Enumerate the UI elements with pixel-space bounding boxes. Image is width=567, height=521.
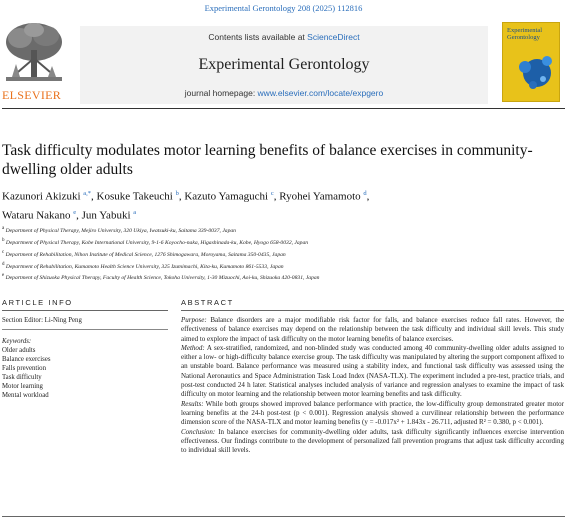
journal-header bbox=[0, 20, 567, 104]
contents-line bbox=[80, 32, 488, 42]
journal-banner bbox=[80, 26, 488, 104]
author-5[interactable]: Wataru Nakano bbox=[2, 209, 71, 222]
author-separator: , bbox=[366, 190, 370, 203]
author-1-affil[interactable]: a,* bbox=[83, 190, 92, 197]
affiliation-text: Department of Shizuoka Physical Therapy, Faculty of Health Science, Tokoha University, 1-30 Mizuochi, Aoi-ku, Shizuoka 420-0831, Japan bbox=[5, 275, 320, 282]
author-separator: , bbox=[91, 190, 97, 203]
keyword-item: Mental workload bbox=[2, 392, 49, 399]
affiliation-item bbox=[2, 224, 562, 236]
abstract-purpose bbox=[181, 316, 564, 344]
affiliation-text: Department of Rehabilitation, Kumamoto Health Science University, 325 Izumimachi, Kita-ku, Kumamoto 861-5533, Japan bbox=[5, 263, 284, 270]
method-label: Method: bbox=[181, 343, 205, 352]
article-title: Task difficulty modulates motor learning benefits of balance exercises in community-dwelling older adults bbox=[2, 142, 533, 178]
author-4-affil[interactable]: d bbox=[363, 190, 367, 197]
article-info-heading: ARTICLE INFO bbox=[2, 298, 73, 307]
affiliation-item bbox=[2, 271, 562, 283]
purpose-label: Purpose: bbox=[181, 316, 207, 324]
keyword-item: Motor learning bbox=[2, 383, 43, 390]
author-2[interactable]: Kosuke Takeuchi bbox=[96, 190, 173, 203]
keyword-item: Task difficulty bbox=[2, 374, 42, 381]
affiliation-list bbox=[2, 224, 562, 283]
keyword-item: Balance exercises bbox=[2, 356, 51, 363]
homepage-prefix: journal homepage: bbox=[184, 88, 258, 98]
abstract-rule bbox=[181, 310, 564, 311]
abstract-results bbox=[181, 400, 564, 428]
keyword-item: Older adults bbox=[2, 347, 36, 354]
abstract-method bbox=[181, 344, 564, 400]
homepage-line bbox=[80, 88, 488, 98]
journal-homepage-link[interactable]: www.elsevier.com/locate/expgero bbox=[257, 88, 384, 98]
affiliation-text: Department of Rehabilitation, Nihon Institute of Medical Science, 1276 Shimogawara, Moroyama, Saitama 350-0435, Japan bbox=[5, 251, 286, 258]
journal-title[interactable]: Experimental Gerontology bbox=[198, 56, 370, 73]
affiliation-text: Department of Physical Therapy, Mejiro University, 320 Ukiya, Iwatsuki-ku, Saitama 339-0037, Japan bbox=[5, 227, 236, 234]
author-6[interactable]: Jun Yabuki bbox=[81, 209, 131, 222]
footer-rule bbox=[2, 516, 565, 517]
abstract-body bbox=[181, 316, 564, 455]
affiliation-marker: d bbox=[2, 261, 5, 267]
elsevier-wordmark: ELSEVIER bbox=[2, 88, 62, 102]
results-label: Results: bbox=[181, 399, 204, 408]
affiliation-marker: e bbox=[2, 273, 5, 279]
tree-icon bbox=[2, 20, 66, 86]
method-text: A sex-stratified, randomized, and non-blinded study was conducted among 40 community-dwelling older adults assigned to either a low- or high-difficulty balance exercise group. The task difficulty was manipulated by altering the support component affixed to an unstable board. Balance performance was measured using a stability index, and functional task difficulty was assessed using the National Aeronautics and Space Administration Task Load Index (NASA-TLX). The experiment included a pre-test, practice trials, and post-test conducted 24 h later. Statistical analyses included analysis of variance and regression analyses to examine the impact of task difficulty on motor learning and the relationship between motor learning benefits and task difficulty. bbox=[181, 343, 564, 399]
author-separator: , bbox=[273, 190, 280, 203]
author-separator: , bbox=[76, 209, 82, 222]
journal-cover[interactable] bbox=[502, 22, 560, 102]
conclusion-text: In balance exercises for community-dwelling older adults, task difficulty significantly influences exercise intervention effectiveness. Our findings contribute to the development of personalized fall prevention programs that adjust task difficulty according to individual skill levels. bbox=[181, 427, 564, 455]
purpose-text: Balance disorders are a major modifiable risk factor for falls, and balance exercises reduce fall rates. However, the effectiveness of balance exercises may depend on the relationship between the task difficulty and individual skill levels. This study aimed to explore the impact of task difficulty on the motor learning benefits of balance exercises. bbox=[181, 316, 564, 343]
abstract-heading: ABSTRACT bbox=[181, 298, 234, 307]
keywords-heading: Keywords: bbox=[2, 338, 32, 345]
affiliation-marker: b bbox=[2, 237, 5, 243]
author-separator: , bbox=[178, 190, 185, 203]
contents-prefix: Contents lists available at bbox=[208, 32, 308, 42]
author-1[interactable]: Kazunori Akizuki bbox=[2, 190, 81, 203]
cover-graphic-icon bbox=[503, 23, 561, 103]
journal-citation[interactable]: Experimental Gerontology 208 (2025) 112816 bbox=[204, 3, 363, 13]
author-3[interactable]: Kazuto Yamaguchi bbox=[184, 190, 269, 203]
affiliation-marker: a bbox=[2, 226, 5, 231]
sciencedirect-link[interactable]: ScienceDirect bbox=[307, 32, 360, 42]
affiliation-item bbox=[2, 248, 562, 260]
article-info-panel bbox=[2, 316, 162, 400]
conclusion-label: Conclusion: bbox=[181, 427, 216, 436]
results-text: While both groups showed improved balance performance with practice, the low-difficulty group demonstrated greater motor learning benefits at the 24-h post-test (p < 0.001). Regression analysis showed a curvilinear relationship between the performance dimension score of the NASA-TLX and motor learning benefits (y = -0.017x² + 1.843x - 26.711, adjusted R² = 0.380, p < 0.001). bbox=[181, 399, 564, 427]
author-6-affil[interactable]: a bbox=[133, 208, 137, 216]
affiliation-item bbox=[2, 260, 562, 272]
abstract-conclusion bbox=[181, 428, 564, 456]
header-divider bbox=[2, 108, 565, 109]
affiliation-text: Department of Physical Therapy, Kobe International University, 9-1-6 Koyocho-naka, Higashinada-ku, Kobe, Hyogo 658-0032, Japan bbox=[5, 239, 309, 246]
article-info-rule bbox=[2, 310, 168, 311]
author-list bbox=[2, 186, 542, 223]
keyword-item: Falls prevention bbox=[2, 365, 46, 372]
author-3-affil[interactable]: c bbox=[270, 190, 274, 197]
affiliation-marker: c bbox=[2, 249, 5, 255]
section-editor: Section Editor: Li-Ning Peng bbox=[2, 316, 168, 330]
author-4[interactable]: Ryohei Yamamoto bbox=[279, 190, 361, 203]
author-2-affil[interactable]: b bbox=[175, 190, 179, 197]
cover-title: Experimental Gerontology bbox=[507, 27, 543, 41]
author-5-affil[interactable]: e bbox=[73, 208, 77, 216]
affiliation-item bbox=[2, 236, 562, 248]
